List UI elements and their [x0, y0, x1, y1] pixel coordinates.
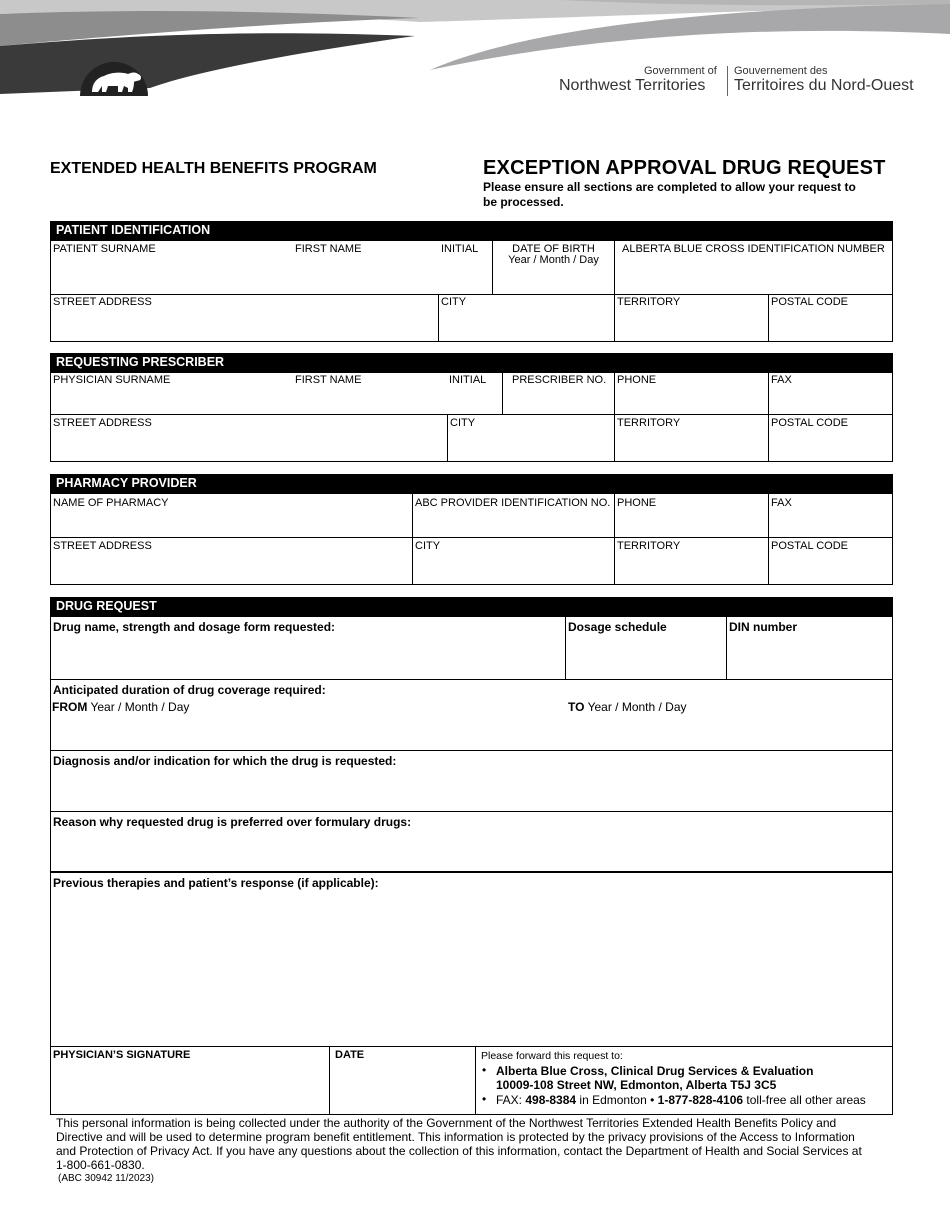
prescriber-street-field[interactable]: STREET ADDRESS: [53, 417, 152, 429]
form-code: (ABC 30942 11/2023): [58, 1173, 154, 1184]
pharmacy-section-heading: PHARMACY PROVIDER: [50, 474, 893, 493]
subtitle-line1: Please ensure all sections are completed to allow your request to: [483, 180, 856, 194]
diagnosis-field[interactable]: Diagnosis and/or indication for which the drug is requested:: [53, 754, 397, 768]
din-number-field[interactable]: DIN number: [729, 620, 798, 634]
signature-date-field[interactable]: DATE: [335, 1049, 365, 1061]
prescriber-city-field[interactable]: CITY: [450, 417, 476, 429]
drug-name-field[interactable]: Drug name, strength and dosage form requested:: [53, 620, 336, 634]
patient-abc-id-field[interactable]: ALBERTA BLUE CROSS IDENTIFICATION NUMBER: [622, 243, 885, 255]
form-title: EXCEPTION APPROVAL DRUG REQUEST: [483, 157, 886, 179]
prescriber-fax-field[interactable]: FAX: [771, 374, 792, 386]
pharmacy-street-field[interactable]: STREET ADDRESS: [53, 540, 152, 552]
patient-dob-format: Year / Month / Day: [508, 254, 599, 266]
drug-section-heading: DRUG REQUEST: [50, 597, 893, 616]
subtitle-line2: be processed.: [483, 195, 564, 209]
privacy-notice-line2: Directive and will be used to determine program benefit entitlement. This information is protected by the privacy provisions of the Access to Information: [56, 1130, 855, 1144]
pharmacy-fax-field[interactable]: FAX: [771, 497, 792, 509]
prescriber-surname-field[interactable]: PHYSICIAN SURNAME: [53, 374, 171, 386]
prescriber-section-heading: REQUESTING PRESCRIBER: [50, 353, 893, 372]
pharmacy-phone-field[interactable]: PHONE: [617, 497, 657, 509]
prescriber-number-field[interactable]: PRESCRIBER NO.: [512, 374, 607, 386]
gov-fr-big: Territoires du Nord-Ouest: [734, 77, 914, 94]
patient-first-name-field[interactable]: FIRST NAME: [295, 243, 362, 255]
prescriber-initial-field[interactable]: INITIAL: [449, 374, 487, 386]
abc-address-line1: Alberta Blue Cross, Clinical Drug Services & Evaluation: [496, 1064, 814, 1078]
patient-initial-field[interactable]: INITIAL: [441, 243, 479, 255]
patient-street-field[interactable]: STREET ADDRESS: [53, 296, 152, 308]
privacy-notice-line3: and Protection of Privacy Act. If you have any questions about the collection of this information, contact the Department of Health and Social Services at: [56, 1144, 862, 1158]
patient-surname-field[interactable]: PATIENT SURNAME: [53, 243, 156, 255]
patient-territory-field[interactable]: TERRITORY: [617, 296, 681, 308]
pharmacy-territory-field[interactable]: TERRITORY: [617, 540, 681, 552]
physician-signature-field[interactable]: PHYSICIAN’S SIGNATURE: [53, 1049, 191, 1061]
gov-fr-small: Gouvernement des: [734, 65, 828, 77]
bullet-2: •: [482, 1092, 487, 1106]
from-date-field[interactable]: FROM Year / Month / Day: [52, 700, 190, 714]
bullet-1: •: [482, 1063, 487, 1077]
pharmacy-name-field[interactable]: NAME OF PHARMACY: [53, 497, 169, 509]
abc-address-line2: 10009-108 Street NW, Edmonton, Alberta T5J 3C5: [496, 1078, 777, 1092]
prescriber-territory-field[interactable]: TERRITORY: [617, 417, 681, 429]
forward-intro: Please forward this request to:: [481, 1050, 623, 1062]
patient-city-field[interactable]: CITY: [441, 296, 467, 308]
wordmark-divider: [727, 66, 728, 96]
patient-section-heading: PATIENT IDENTIFICATION: [50, 221, 893, 240]
duration-label: Anticipated duration of drug coverage required:: [53, 683, 326, 697]
gov-en-big: Northwest Territories: [559, 77, 706, 94]
reason-field[interactable]: Reason why requested drug is preferred over formulary drugs:: [53, 815, 412, 829]
pharmacy-city-field[interactable]: CITY: [415, 540, 441, 552]
patient-section-box: [50, 240, 893, 342]
prescriber-phone-field[interactable]: PHONE: [617, 374, 657, 386]
prescriber-first-name-field[interactable]: FIRST NAME: [295, 374, 362, 386]
pharmacy-abc-provider-field[interactable]: ABC PROVIDER IDENTIFICATION NO.: [415, 497, 611, 509]
privacy-notice-line1: This personal information is being collected under the authority of the Government of the Northwest Territories Extended Health Benefits Policy and: [56, 1116, 837, 1130]
fax-instructions: FAX: 498-8384 in Edmonton • 1-877-828-4106 toll-free all other areas: [496, 1093, 866, 1107]
to-date-field[interactable]: TO Year / Month / Day: [568, 700, 687, 714]
gov-en-small: Government of: [644, 65, 717, 77]
dosage-schedule-field[interactable]: Dosage schedule: [568, 620, 667, 634]
previous-therapies-field[interactable]: Previous therapies and patient’s response (if applicable):: [53, 876, 379, 890]
prescriber-postal-field[interactable]: POSTAL CODE: [771, 417, 849, 429]
program-title: EXTENDED HEALTH BENEFITS PROGRAM: [50, 160, 377, 177]
patient-dob-field[interactable]: DATE OF BIRTH: [512, 243, 595, 255]
patient-postal-field[interactable]: POSTAL CODE: [771, 296, 849, 308]
pharmacy-postal-field[interactable]: POSTAL CODE: [771, 540, 849, 552]
polar-bear-logo: [78, 40, 150, 96]
privacy-notice-line4: 1-800-661-0830.: [56, 1158, 145, 1172]
